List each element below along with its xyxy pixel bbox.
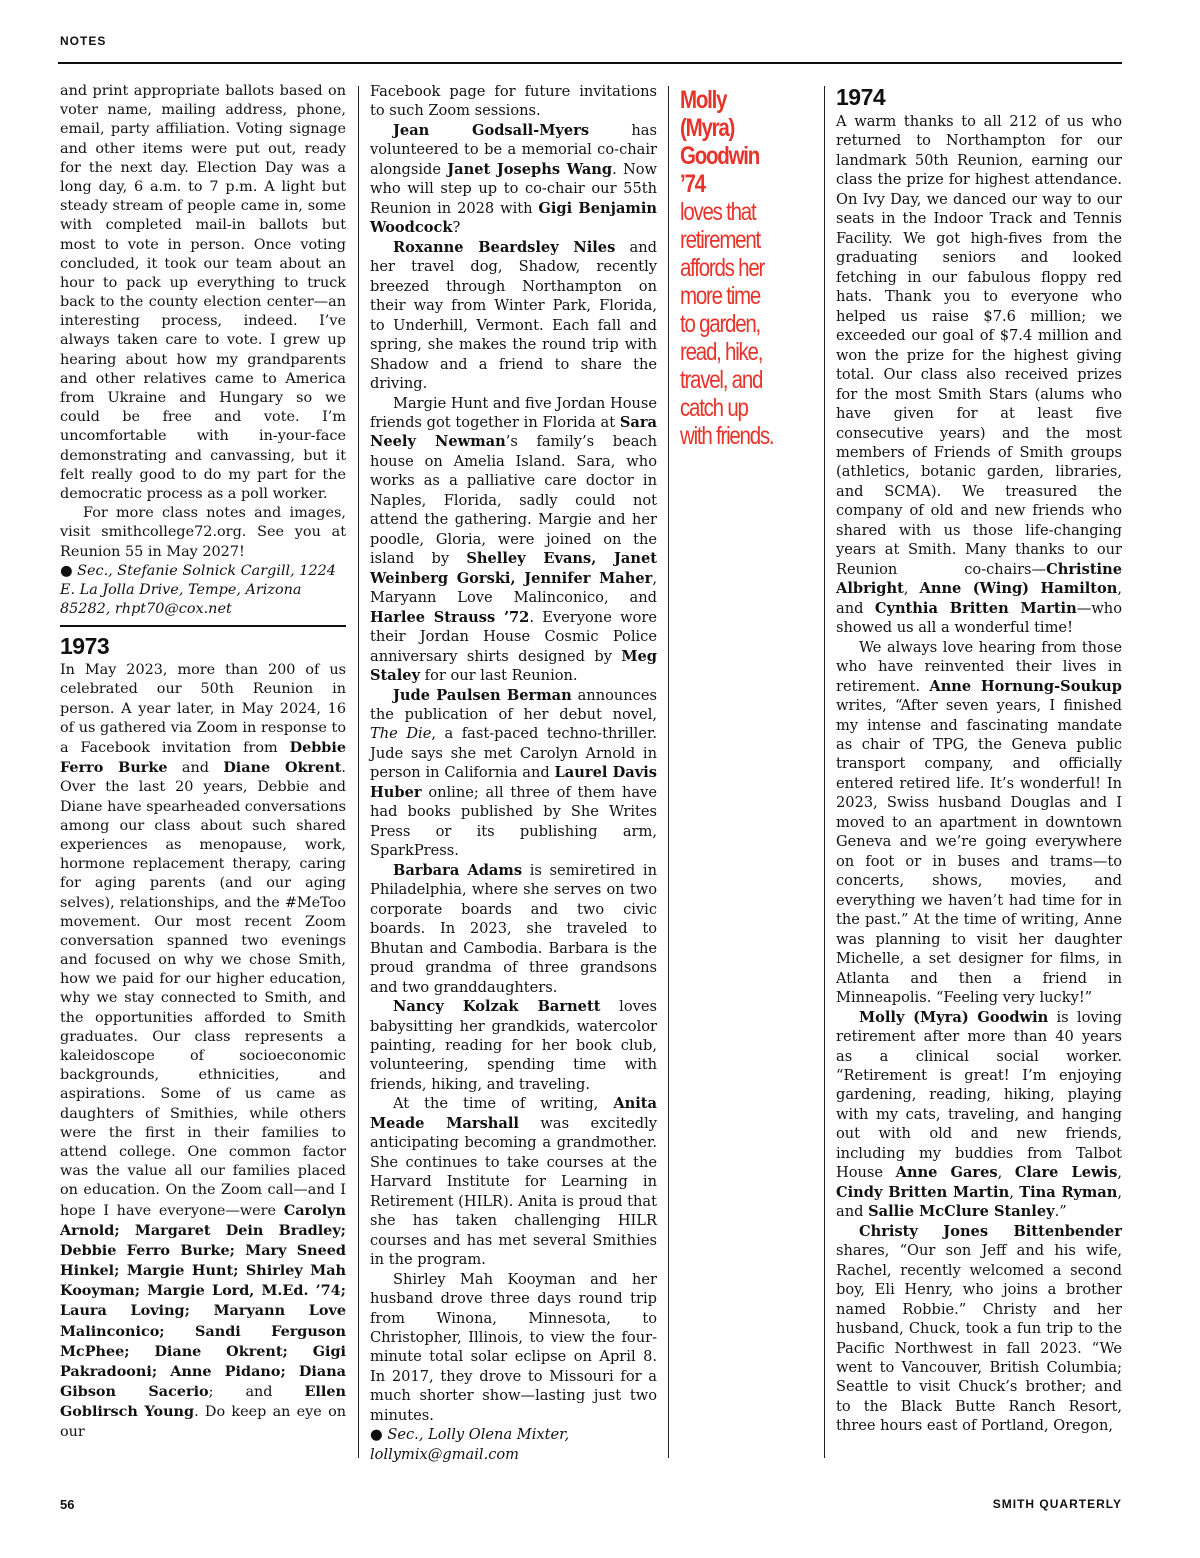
alum-name: Roxanne Beardsley Niles xyxy=(393,238,616,256)
alum-name: Jean Godsall-Myers xyxy=(393,121,590,139)
paragraph: At the time of writing, Anita Meade Marshall was excitedly anticipating becoming a grandmother. She continues to take courses at the Harvard Institute for Learning in Retirement (HILR). Anita is proud that she has taken challenging HILR courses and has met several Smithies in the program. xyxy=(370,1095,657,1269)
alum-name: Anne Gares xyxy=(895,1164,998,1182)
section-header: NOTES xyxy=(60,34,107,48)
alum-name: Meg Staley xyxy=(370,647,657,685)
class-secretary: ● Sec., Stefanie Solnick Cargill, 1224 E. La Jolla Drive, Tempe, Arizona 85282, rhpt70@cox.net xyxy=(60,562,336,618)
alum-name: Anita Meade Marshall xyxy=(370,1095,657,1132)
alum-name: Christy Jones Bittenbender xyxy=(859,1222,1122,1240)
paragraph: Shirley Mah Kooyman and her husband drove three days round trip from Winona, Minnesota, to Christopher, Illinois, to view the four-minute total solar eclipse on April 8. In 2017, they drove to Missouri for a much shorter show—lasting just two minutes. xyxy=(370,1270,657,1424)
alum-name: Diane Okrent xyxy=(223,759,342,777)
class-year-heading: 1973 xyxy=(60,633,110,660)
alum-names-list: Shelley Evans, Janet Weinberg Gorski, Jennifer Maher xyxy=(370,550,657,587)
alum-name: Christine Albright xyxy=(836,560,1122,598)
alum-name: Sara Neely Newman xyxy=(370,413,657,451)
alum-name: Jude Paulsen Berman xyxy=(393,686,572,704)
alum-name: Gigi Benjamin Woodcock xyxy=(370,199,657,237)
paragraph: In May 2023, more than 200 of us celebrated our 50th Reunion in person. A year later, in May 2024, 16 of us gathered via Zoom in response to a Facebook invitation from Debbie Ferro Burke and Diane Okrent. Over the last 20 years, Debbie and Diane have spearheaded conversations among our class about such shared experiences as menopause, work, hormone replacement therapy, caring for aging parents (and our aging selves), relationships, and the #MeToo movement. Our most recent Zoom conversation spanned two evenings and focused on why we chose Smith, how we paid for our higher education, why we stay connected to Smith, and the opportunities afforded to Smith graduates. Our class represents a kaleidoscope of socioeconomic backgrounds, ethnicities, and aspirations. Some of us came as daughters of Smithies, while others were the first in their families to attend college. One common factor was the value all our families placed on education. On the Zoom call—and I hope I have everyone—were Carolyn Arnold; Margaret Dein Bradley; Debbie Ferro Burke; Mary Sneed Hinkel; Margie Hunt; Shirley Mah Kooyman; Margie Lord, M.Ed. ’74; Laura Loving; Maryann Love Malinconico; Sandi Ferguson McPhee; Diane Okrent; Gigi Pakradooni; Anne Pidano; Diana Gibson Sacerio; and Ellen Goblirsch Young. Do keep an eye on our xyxy=(60,662,346,1440)
alum-name: Molly (Myra) Goodwin xyxy=(859,1008,1049,1026)
pull-quote-text: loves that retirement affords her more time to garden, read, hike, travel, and catch up with friends. xyxy=(680,198,774,450)
column-divider xyxy=(824,86,825,1458)
paragraph: Jean Godsall-Myers has volunteered to be a memorial co-chair alongside Janet Josephs Wang. Now who will step up to co-chair our 55th Reunion in 2028 with Gigi Benjamin Woodcock? xyxy=(370,121,658,237)
paragraph: For more class notes and images, visit smithcollege72.org. See you at Reunion 55 in May 2027! xyxy=(60,505,346,560)
alum-name: Cindy Britten Martin xyxy=(836,1183,1010,1201)
paragraph: Jude Paulsen Berman announces the publication of her debut novel, The Die, a fast-paced techno-thriller. Jude says she met Carolyn Arnold in person in California and Laurel Davis Huber online; all three of them have had books published by She Writes Press or its publishing arm, SparkPress. xyxy=(370,686,658,860)
alum-name: Debbie Ferro Burke xyxy=(60,739,346,777)
pull-quote xyxy=(680,86,778,450)
page-number: 56 xyxy=(60,1497,75,1512)
paragraph: Christy Jones Bittenbender shares, “Our son Jeff and his wife, Rachel, recently welcomed a second boy, Eli Henry, who joins a brother named Robbie.” Christy and her husband, Chuck, took a fun trip to the Pacific Northwest in fall 2023. “We went to Vancouver, British Columbia; Seattle to visit Chuck’s brother; and to the Black Butte Ranch Resort, three hours east of Portland, Oregon, xyxy=(836,1222,1122,1435)
alum-name: Nancy Kolzak Barnett xyxy=(393,998,601,1016)
alum-name: Harlee Strauss ’72 xyxy=(370,608,530,626)
paragraph: A warm thanks to all 212 of us who returned to Northampton for our landmark 50th Reunion, earning our class the prize for highest attendance. On Ivy Day, we danced our way to our seats in the Indoor Track and Tennis Facility. We got high-fives from the graduating seniors and looked fetching in our fabulous floppy red hats. Thank you to everyone who helped us raise $7.6 million; we exceeded our goal of $7.4 million and won the prize for the highest giving total. Our class also received prizes for the most Smith Stars (alums who have given for at least five consecutive years) and the most members of Friends of Smith groups (athletics, botanic garden, libraries, and SCMA). We treasured the company of old and new friends who shared with us those life-changing years at Smith. Many thanks to our Reunion co-chairs—Christine Albright, Anne (Wing) Hamilton, and Cynthia Britten Martin—who showed us all a wonderful time! xyxy=(836,113,1123,637)
paragraph: Roxanne Beardsley Niles and her travel dog, Shadow, recently breezed through Northampton on their way from Winter Park, Florida, to Underhill, Vermont. Each fall and spring, she makes the round trip with Shadow and a friend to share the driving. xyxy=(370,238,657,393)
class-secretary: ● Sec., Lolly Olena Mixter, lollymix@gmail.com xyxy=(370,1426,570,1463)
column-divider xyxy=(358,86,359,1458)
section-divider xyxy=(60,625,346,627)
paragraph: Nancy Kolzak Barnett loves babysitting her grandkids, watercolor painting, reading for her book club, volunteering, spending time with friends, hiking, and traveling. xyxy=(370,998,657,1093)
publication-name: SMITH QUARTERLY xyxy=(992,1497,1122,1511)
paragraph: Molly (Myra) Goodwin is loving retirement after more than 40 years as a clinical social worker. “Retirement is great! I’m enjoying gardening, reading, hiking, playing with my cats, traveling, and hanging out with old and new friends, including my buddies from Talbot House Anne Gares, Clare Lewis, Cindy Britten Martin, Tina Ryman, and Sallie McClure Stanley.” xyxy=(836,1008,1123,1221)
alum-name: Tina Ryman xyxy=(1019,1183,1118,1201)
alum-name: Clare Lewis xyxy=(1014,1164,1118,1182)
alum-name: Laurel Davis Huber xyxy=(370,764,658,801)
paragraph: We always love hearing from those who have reinvented their lives in retirement. Anne Hornung-Soukup writes, “After seven years, I finished my intense and fascinating mandate as chair of TPG, the Geneva public transport company, and officially entered retired life. It’s wonderful! In 2023, Swiss husband Douglas and I moved to an apartment in downtown Geneva and we’re going everywhere on foot or in buses and trams—to concerts, shows, movies, and everything we haven’t had time for in the past.” At the time of writing, Anne was planning to visit her daughter Michelle, a set designer for films, in Atlanta and then a friend in Minneapolis. “Feeling very lucky!” xyxy=(836,638,1122,1007)
book-title: The Die xyxy=(370,725,432,743)
alum-names-list: Carolyn Arnold; Margaret Dein Bradley; Debbie Ferro Burke; Mary Sneed Hinkel; Margie Hunt; Shirley Mah Kooyman; Margie Lord, M.Ed. ’74; Laura Loving; Maryann Love Malinconico; Sandi Ferguson McPhee; Diane Okrent; Gigi Pakradooni; Anne Pidano; Diana Gibson Sacerio xyxy=(60,1201,346,1401)
column-divider xyxy=(668,86,669,1458)
alum-name: Anne Hornung-Soukup xyxy=(929,677,1122,695)
paragraph: and print appropriate ballots based on voter name, mailing address, phone, email, party affiliation. Voting signage and other items were put out, ready for the next day. Election Day was a long day, 6 a.m. to 7 p.m. A light but steady stream of people came in, some with completed mail-in ballots but most to vote in person. Once voting concluded, it took our team about an hour to pack up everything to truck back to the county election center—an interesting process, indeed. I’ve always taken care to vote. I grew up hearing about how my grandparents and other relatives came to America from Ukraine and Hungary so we could be free and vote. I’m uncomfortable with in-your-face demonstrating and canvassing, but it felt really good to do my part for the democratic process as a poll worker. xyxy=(60,83,346,502)
alum-name: Cynthia Britten Martin xyxy=(874,599,1077,617)
paragraph: Barbara Adams is semiretired in Philadelphia, where she serves on two corporate boards and two civic boards. In 2023, she traveled to Bhutan and Cambodia. Barbara is the proud grandma of three grandsons and two granddaughters. xyxy=(370,861,657,996)
alum-name: Ellen Goblirsch Young xyxy=(60,1383,346,1421)
alum-name: Sallie McClure Stanley xyxy=(868,1203,1055,1221)
class-year-heading: 1974 xyxy=(836,84,886,110)
alum-name: Anne (Wing) Hamilton xyxy=(919,580,1118,598)
paragraph: Facebook page for future invitations to such Zoom sessions. xyxy=(370,83,657,120)
alum-name: Janet Josephs Wang xyxy=(447,160,613,178)
pull-quote-name: Molly (Myra) Goodwin ’74 xyxy=(680,86,760,198)
column-4 xyxy=(836,82,1122,1436)
paragraph: Margie Hunt and five Jordan House friends got together in Florida at Sara Neely Newman’s family’s beach house on Amelia Island. Sara, who works as a palliative care doctor in Naples, Florida, sadly could not attend the gathering. Margie and her poodle, Gloria, were joined on the island by Shelley Evans, Janet Weinberg Gorski, Jennifer Maher, Maryann Love Malinconico, and Harlee Strauss ’72. Everyone wore their Jordan House Cosmic Police anniversary shirts designed by Meg Staley for our last Reunion. xyxy=(370,394,657,685)
top-rule xyxy=(58,62,1122,64)
column-1 xyxy=(60,82,346,1442)
alum-name: Barbara Adams xyxy=(393,861,523,879)
column-2 xyxy=(370,82,657,1464)
